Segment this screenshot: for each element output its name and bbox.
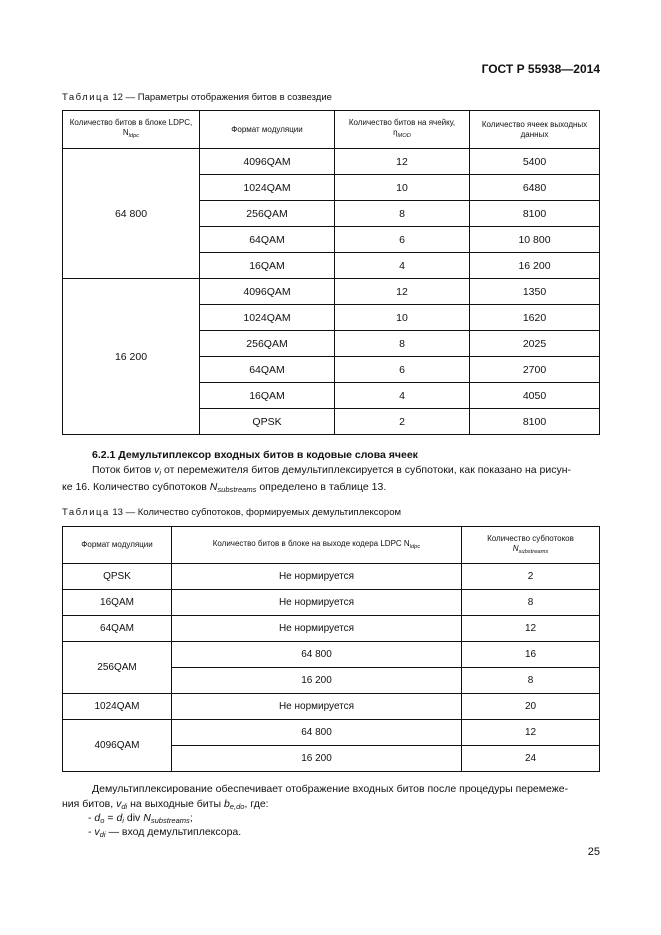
table13-n-cell: 24 xyxy=(462,746,600,772)
table13-bits-cell: Не нормируется xyxy=(172,564,462,590)
table13-n-cell: 12 xyxy=(462,616,600,642)
table13-n-cell: 12 xyxy=(462,720,600,746)
table13-col-substreams: Количество субпотоков $N_{substreams}$ xyxy=(462,527,600,564)
table13-n-cell: 8 xyxy=(462,668,600,694)
formula-item-1: - $d_o = d_i$ div $N_{substreams}$; xyxy=(88,812,193,825)
table12-cells-cell: 5400 xyxy=(470,149,600,175)
table12-mod-cell: 256QAM xyxy=(200,201,335,227)
table12-bits-cell: 4 xyxy=(335,253,470,279)
table12-col-output-cells: Количество ячеек выходных данных xyxy=(470,111,600,149)
table-row xyxy=(63,720,600,746)
table12-mod-cell: 256QAM xyxy=(200,331,335,357)
table-row xyxy=(63,616,600,642)
table12-col-bits-per-cell: Количество битов на ячейку, $\eta_{MOD}$ xyxy=(335,111,470,149)
table13-n-cell: 8 xyxy=(462,590,600,616)
table13-bits-cell: 64 800 xyxy=(172,720,462,746)
table12-caption: Таблица 12 — Параметры отображения битов в созвездие xyxy=(62,92,332,103)
table12-mod-cell: 1024QAM xyxy=(200,305,335,331)
table13-n-cell: 2 xyxy=(462,564,600,590)
table13-bits-cell: Не нормируется xyxy=(172,590,462,616)
table13-mod-cell: 16QAM xyxy=(63,590,172,616)
table13-n-cell: 20 xyxy=(462,694,600,720)
table12-bits-cell: 12 xyxy=(335,279,470,305)
table12-bits-cell: 2 xyxy=(335,409,470,435)
table12-cells-cell: 6480 xyxy=(470,175,600,201)
table12-bit-mapping xyxy=(62,110,600,435)
table12-bits-cell: 10 xyxy=(335,305,470,331)
table13-header-row xyxy=(63,527,600,564)
table12-mod-cell: 16QAM xyxy=(200,383,335,409)
table12-block-size-cell: 64 800 xyxy=(63,149,200,279)
table13-mod-cell: 64QAM xyxy=(63,616,172,642)
table13-mod-cell: 1024QAM xyxy=(63,694,172,720)
table12-col-ldpc-bits: Количество битов в блоке LDPC, $N_{ldpc}$ xyxy=(63,111,200,149)
table13-bits-cell: 16 200 xyxy=(172,668,462,694)
table12-bits-cell: 10 xyxy=(335,175,470,201)
table12-mod-cell: QPSK xyxy=(200,409,335,435)
table12-cells-cell: 10 800 xyxy=(470,227,600,253)
table12-cells-cell: 4050 xyxy=(470,383,600,409)
table12-col-modulation: Формат модуляции xyxy=(200,111,335,149)
table12-mod-cell: 64QAM xyxy=(200,357,335,383)
page-number: 25 xyxy=(587,846,600,858)
table12-cells-cell: 2025 xyxy=(470,331,600,357)
table-row xyxy=(63,590,600,616)
table-row xyxy=(63,642,600,668)
table-row xyxy=(63,564,600,590)
table13-col-ldpc-bits: Количество битов в блоке на выходе кодера LDPC $N_{ldpc}$ xyxy=(172,527,462,564)
table13-bits-cell: 64 800 xyxy=(172,642,462,668)
closing-paragraph: Демультиплексирование обеспечивает отображение входных битов после процедуры перемеже- ния битов, $v_{di}$ на выходные биты $b_{e,do}$, где: xyxy=(62,783,569,811)
table13-bits-cell: Не нормируется xyxy=(172,616,462,642)
table12-cells-cell: 1620 xyxy=(470,305,600,331)
standard-designation: ГОСТ Р 55938—2014 xyxy=(481,62,600,76)
table12-bits-cell: 8 xyxy=(335,331,470,357)
section-paragraph: Поток битов $v_i$ от перемежителя битов демультиплексируется в субпотоки, как показано на рисун- ке 16. Количество субпотоков $N_{substreams}$ определено в таблице 13. xyxy=(62,464,572,494)
table-row xyxy=(63,694,600,720)
section-heading: 6.2.1 Демультиплексор входных битов в кодовые слова ячеек xyxy=(92,449,418,461)
formula-item-2: - $v_{di}$ — вход демультиплексора. xyxy=(88,826,242,839)
table13-caption: Таблица 13 — Количество субпотоков, формируемых демультиплексором xyxy=(62,507,402,518)
table13-n-cell: 16 xyxy=(462,642,600,668)
table12-block-size-cell: 16 200 xyxy=(63,279,200,435)
table13-bits-cell: Не нормируется xyxy=(172,694,462,720)
table12-bits-cell: 12 xyxy=(335,149,470,175)
table13-col-modulation: Формат модуляции xyxy=(63,527,172,564)
table13-substreams xyxy=(62,526,600,772)
table12-mod-cell: 1024QAM xyxy=(200,175,335,201)
table13-mod-cell: 4096QAM xyxy=(63,720,172,772)
table12-bits-cell: 8 xyxy=(335,201,470,227)
table12-bits-cell: 4 xyxy=(335,383,470,409)
table12-cells-cell: 1350 xyxy=(470,279,600,305)
table13-mod-cell: QPSK xyxy=(63,564,172,590)
table13-bits-cell: 16 200 xyxy=(172,746,462,772)
table12-mod-cell: 64QAM xyxy=(200,227,335,253)
table12-cells-cell: 8100 xyxy=(470,201,600,227)
table12-mod-cell: 4096QAM xyxy=(200,149,335,175)
table12-cells-cell: 2700 xyxy=(470,357,600,383)
table-row xyxy=(63,279,600,305)
table12-mod-cell: 4096QAM xyxy=(200,279,335,305)
table-row xyxy=(63,149,600,175)
table12-header-row xyxy=(63,111,600,149)
table12-cells-cell: 16 200 xyxy=(470,253,600,279)
table13-mod-cell: 256QAM xyxy=(63,642,172,694)
table12-bits-cell: 6 xyxy=(335,357,470,383)
table12-bits-cell: 6 xyxy=(335,227,470,253)
table12-mod-cell: 16QAM xyxy=(200,253,335,279)
table12-cells-cell: 8100 xyxy=(470,409,600,435)
